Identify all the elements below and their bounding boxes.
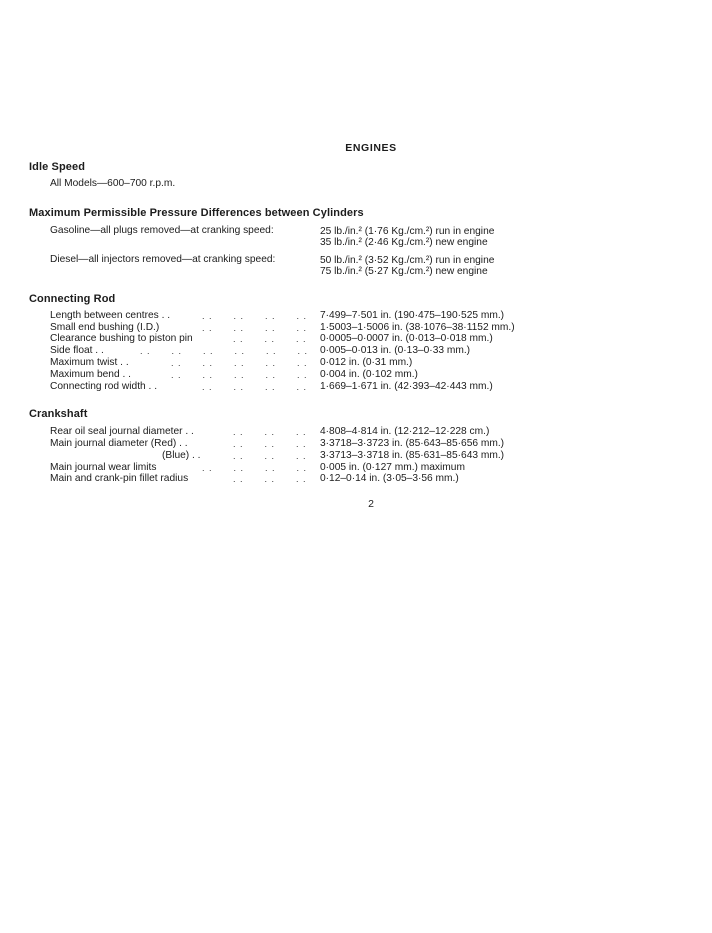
crankshaft-value: 0·12–0·14 in. (3·05–3·56 mm.) <box>320 473 459 484</box>
connecting-rod-label: Side float . . <box>50 345 104 356</box>
crankshaft-value: 0·005 in. (0·127 mm.) maximum <box>320 462 465 473</box>
crankshaft-value: 3·3713–3·3718 in. (85·631–85·643 mm.) <box>320 450 505 461</box>
leader-dots: . . . . . . <box>233 451 307 461</box>
leader-dots: . . . . . . . . . . <box>171 370 308 380</box>
leader-dots: . . . . . . <box>233 439 307 449</box>
crankshaft-label: Main journal wear limits <box>50 462 157 473</box>
connecting-rod-label: Small end bushing (I.D.) <box>50 322 160 333</box>
crankshaft-value: 3·3718–3·3723 in. (85·643–85·656 mm.) <box>320 438 505 449</box>
crankshaft-label: Main journal diameter (Red) . . <box>50 438 188 449</box>
leader-dots: . . . . . . . . <box>202 463 308 473</box>
connecting-rod-label: Maximum twist . . <box>50 357 129 368</box>
connecting-rod-value: 0·005–0·013 in. (0·13–0·33 mm.) <box>320 345 471 356</box>
connecting-rod-label: Length between centres . . <box>50 310 171 321</box>
leader-dots: . . . . . . . . . . <box>171 358 308 368</box>
connecting-rod-value: 7·499–7·501 in. (190·475–190·525 mm.) <box>320 310 505 321</box>
connecting-rod-label: Maximum bend . . <box>50 369 131 380</box>
crankshaft-label: Rear oil seal journal diameter . . <box>50 426 194 437</box>
connecting-rod-value: 0·0005–0·0007 in. (0·013–0·018 mm.) <box>320 333 493 344</box>
page-number: 2 <box>368 498 374 510</box>
connecting-rod-label: Clearance bushing to piston pin <box>50 333 193 344</box>
leader-dots: . . . . . . . . . . . . <box>140 346 309 356</box>
leader-dots: . . . . . . <box>233 427 307 437</box>
crankshaft-label: (Blue) . . <box>162 450 201 461</box>
connecting-rod-label: Connecting rod width . . <box>50 381 158 392</box>
page-title: ENGINES <box>345 142 397 154</box>
connecting-rod-value: 1·669–1·671 in. (42·393–42·443 mm.) <box>320 381 493 392</box>
leader-dots: . . . . . . <box>233 334 307 344</box>
pressure-diesel-value-1: 50 lb./in.² (3·52 Kg./cm.²) run in engine <box>320 255 495 266</box>
idle-speed-text: All Models—600–700 r.p.m. <box>50 178 176 189</box>
leader-dots: . . . . . . . . <box>202 382 308 392</box>
pressure-gasoline-value-1: 25 lb./in.² (1·76 Kg./cm.²) run in engine <box>320 226 495 237</box>
pressure-gasoline-value-2: 35 lb./in.² (2·46 Kg./cm.²) new engine <box>320 237 488 248</box>
pressure-heading: Maximum Permissible Pressure Differences between Cylinders <box>29 207 364 219</box>
connecting-rod-value: 1·5003–1·5006 in. (38·1076–38·1152 mm.) <box>320 322 515 333</box>
leader-dots: . . . . . . <box>233 474 307 484</box>
pressure-diesel-label: Diesel—all injectors removed—at cranking speed: <box>50 254 276 265</box>
idle-speed-heading: Idle Speed <box>29 161 86 173</box>
connecting-rod-value: 0·004 in. (0·102 mm.) <box>320 369 418 380</box>
pressure-gasoline-label: Gasoline—all plugs removed—at cranking speed: <box>50 225 274 236</box>
connecting-rod-value: 0·012 in. (0·31 mm.) <box>320 357 413 368</box>
leader-dots: . . . . . . . . <box>202 311 308 321</box>
leader-dots: . . . . . . . . <box>202 323 308 333</box>
pressure-diesel-value-2: 75 lb./in.² (5·27 Kg./cm.²) new engine <box>320 266 488 277</box>
connecting-rod-heading: Connecting Rod <box>29 293 116 305</box>
crankshaft-value: 4·808–4·814 in. (12·212–12·228 cm.) <box>320 426 490 437</box>
crankshaft-label: Main and crank-pin fillet radius <box>50 473 189 484</box>
crankshaft-heading: Crankshaft <box>29 408 88 420</box>
